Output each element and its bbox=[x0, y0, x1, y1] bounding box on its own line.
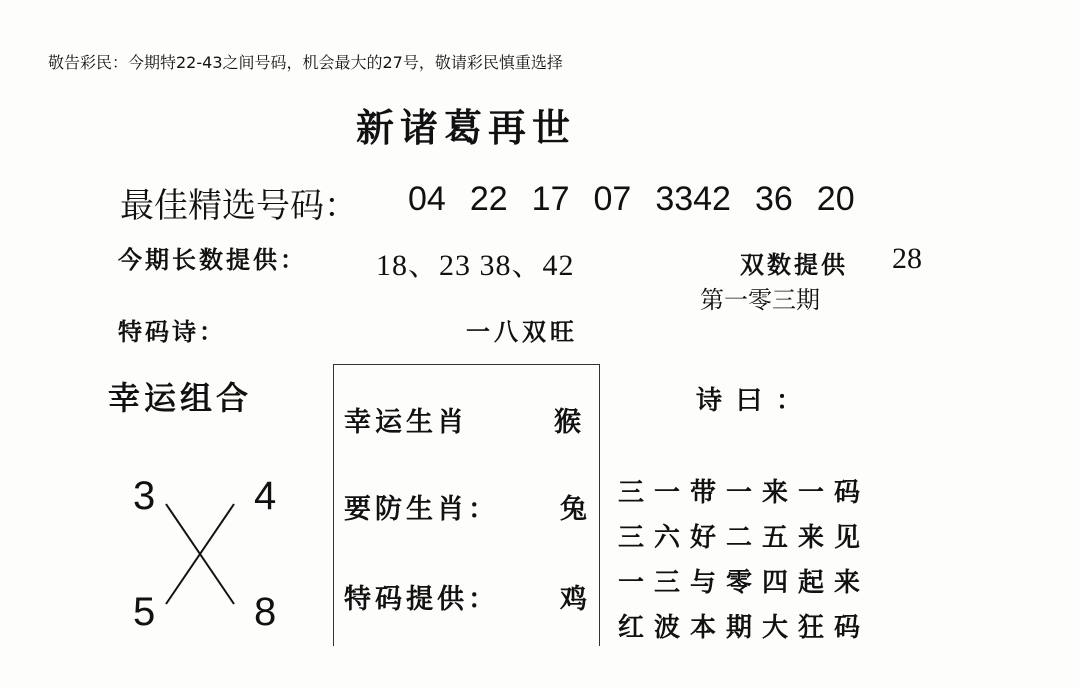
lucky-zodiac-label: 幸运生肖 bbox=[344, 407, 468, 438]
even-numbers-value: 28 bbox=[892, 242, 922, 275]
pick-number: 04 bbox=[408, 180, 446, 218]
special-poem-text: 一八双旺 bbox=[466, 318, 578, 346]
poem-line: 三六好二五来见 bbox=[618, 523, 871, 553]
notice-text: 敬告彩民：今期特22-43之间号码，机会最大的27号，敬请彩民慎重选择 bbox=[48, 53, 563, 72]
lucky-zodiac-value: 猴 bbox=[554, 407, 581, 438]
poem-line: 一三与零四起来 bbox=[618, 568, 871, 598]
best-picks-label: 最佳精选号码： bbox=[120, 186, 358, 226]
combo-number: 8 bbox=[254, 590, 277, 634]
poem-label: 诗曰： bbox=[696, 386, 817, 416]
special-zodiac-label: 特码提供： bbox=[344, 584, 499, 615]
cross-lines bbox=[160, 498, 240, 610]
lucky-combo-label: 幸运组合 bbox=[108, 379, 253, 417]
pick-number: 07 bbox=[593, 180, 632, 218]
poem-line: 红波本期大狂码 bbox=[618, 613, 871, 643]
page-title: 新诸葛再世 bbox=[356, 106, 577, 150]
pick-number: 22 bbox=[469, 180, 508, 218]
pick-number: 3342 bbox=[655, 180, 731, 218]
best-picks-numbers bbox=[408, 180, 879, 219]
long-numbers-values: 18、23 38、42 bbox=[376, 249, 575, 282]
combo-number: 5 bbox=[133, 590, 156, 634]
zodiac-box bbox=[333, 364, 600, 646]
even-numbers-label: 双数提供 bbox=[740, 251, 848, 279]
guard-zodiac-value: 兔 bbox=[560, 494, 587, 525]
long-numbers-label: 今期长数提供： bbox=[118, 246, 307, 274]
pick-number: 17 bbox=[531, 180, 570, 218]
poem-line: 三一带一来一码 bbox=[618, 478, 871, 508]
combo-number: 3 bbox=[133, 474, 156, 518]
pick-number: 36 bbox=[754, 180, 793, 218]
combo-number: 4 bbox=[254, 474, 277, 518]
issue-number: 第一零三期 bbox=[700, 286, 820, 314]
guard-zodiac-label: 要防生肖： bbox=[344, 494, 499, 525]
pick-number: 20 bbox=[816, 180, 855, 218]
special-poem-label: 特码诗： bbox=[118, 318, 226, 346]
special-zodiac-value: 鸡 bbox=[560, 584, 587, 615]
